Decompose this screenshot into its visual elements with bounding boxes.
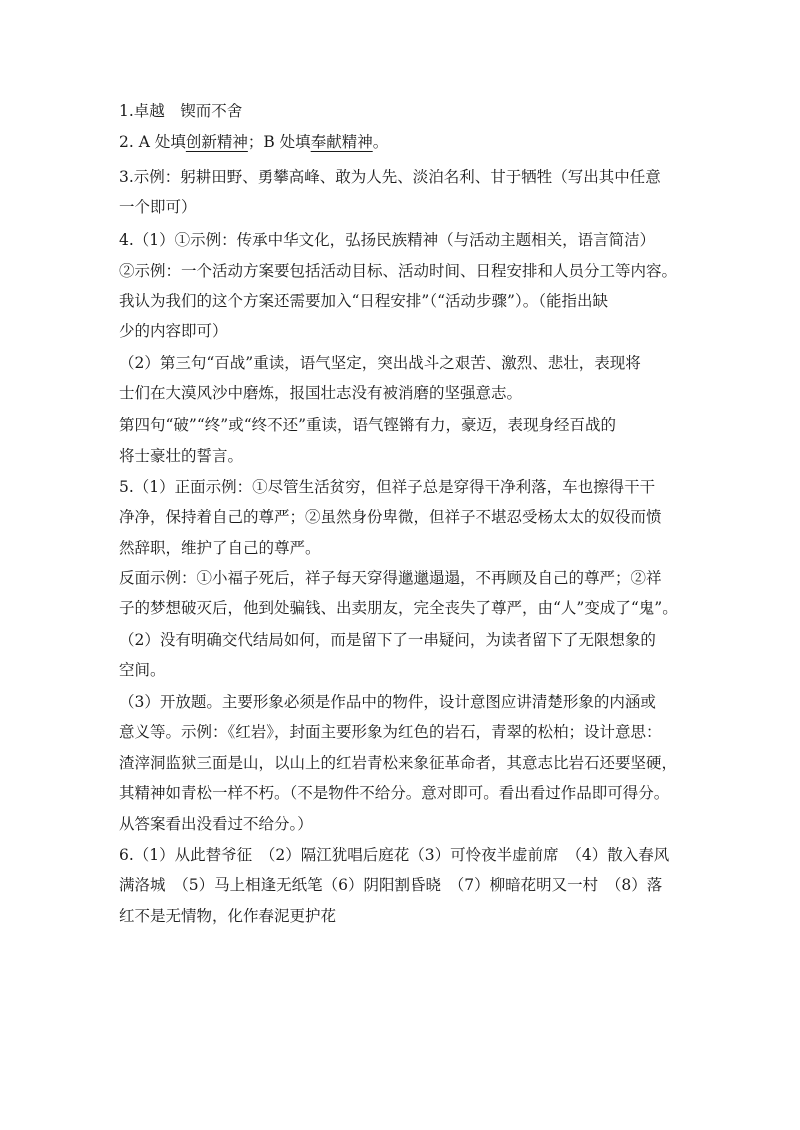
answer-line: ②示例：一个活动方案要包括活动目标、活动时间、日程安排和人员分工等内容。 (119, 262, 678, 280)
answer-2-prefix: 2. A 处填 (119, 133, 186, 151)
answer-2-blank-b: 奉献精神 (310, 133, 373, 151)
answer-line: 3.示例：躬耕田野、勇攀高峰、敢为人先、淡泊名利、甘于牺牲（写出其中任意 (119, 168, 661, 186)
answer-line: 从答案看出没看过不给分。） (119, 815, 313, 833)
answer-1: 1.卓越 锲而不舍 (119, 102, 243, 120)
answer-line: 净净，保持着自己的尊严；②虽然身份卑微，但祥子不堪忍受杨太太的奴役而愤 (119, 508, 662, 526)
answer-line: 一个即可） (119, 198, 197, 216)
answer-line: 其精神如青松一样不朽。（不是物件不给分。意对即可。看出看过作品即可得分。 (119, 784, 670, 802)
answer-line: （3）开放题。主要形象必须是作品中的物件，设计意图应讲清楚形象的内涵或 (119, 693, 656, 711)
answer-2-blank-a: 创新精神 (185, 133, 248, 151)
answer-line: 将士豪壮的誓言。 (119, 447, 244, 465)
answer-line: 第四句“破”“终”或“终不还”重读，语气铿锵有力，豪迈，表现身经百战的 (119, 416, 617, 434)
answer-line: 6.（1）从此替爷征 （2）隔江犹唱后庭花（3）可怜夜半虚前席 （4）散入春风 (119, 846, 670, 864)
answer-2-mid: ；B 处填 (247, 133, 311, 151)
answer-line: 空间。 (119, 661, 166, 679)
answer-line: 我认为我们的这个方案还需要加入“日程安排”（“活动步骤”）。（能指出缺 (119, 292, 608, 310)
answer-2 (119, 128, 689, 156)
answer-line: 满洛城 （5）马上相逢无纸笔（6）阴阳割昏晓 （7）柳暗花明又一村 （8）落 (119, 876, 663, 894)
answer-line: （2）没有明确交代结局如何，而是留下了一串疑问，为读者留下了无限想象的 (119, 631, 656, 649)
answer-line: 意义等。示例：《红岩》，封面主要形象为红色的岩石，青翠的松柏；设计意思： (119, 723, 662, 741)
answer-line: 渣滓洞监狱三面是山，以山上的红岩青松来象征革命者，其意志比岩石还要坚硬， (119, 754, 678, 772)
answer-line: 士们在大漠风沙中磨炼，报国壮志没有被消磨的坚强意志。 (119, 384, 523, 402)
answer-line: 4.（1）①示例：传承中华文化，弘扬民族精神（与活动主题相关，语言简洁） (119, 231, 656, 249)
answer-line: 红不是无情物，化作春泥更护花 (119, 907, 337, 925)
answer-line: 5.（1）正面示例：①尽管生活贫穷，但祥子总是穿得干净利落，车也擦得干干 (119, 478, 656, 496)
answer-line: 少的内容即可） (119, 322, 228, 340)
answer-line: （2）第三句“百战”重读，语气坚定，突出战斗之艰苦、激烈、悲壮，表现将 (119, 354, 641, 372)
answer-line: 反面示例：①小福子死后，祥子每天穿得邋邋遢遢，不再顾及自己的尊严；②祥 (119, 569, 662, 587)
answer-2-end: 。 (372, 133, 389, 151)
answer-line: 子的梦想破灭后，他到处骗钱、出卖朋友，完全丧失了尊严，由“人”变成了“鬼”。 (119, 599, 678, 617)
answer-line: 然辞职，维护了自己的尊严。 (119, 539, 321, 557)
